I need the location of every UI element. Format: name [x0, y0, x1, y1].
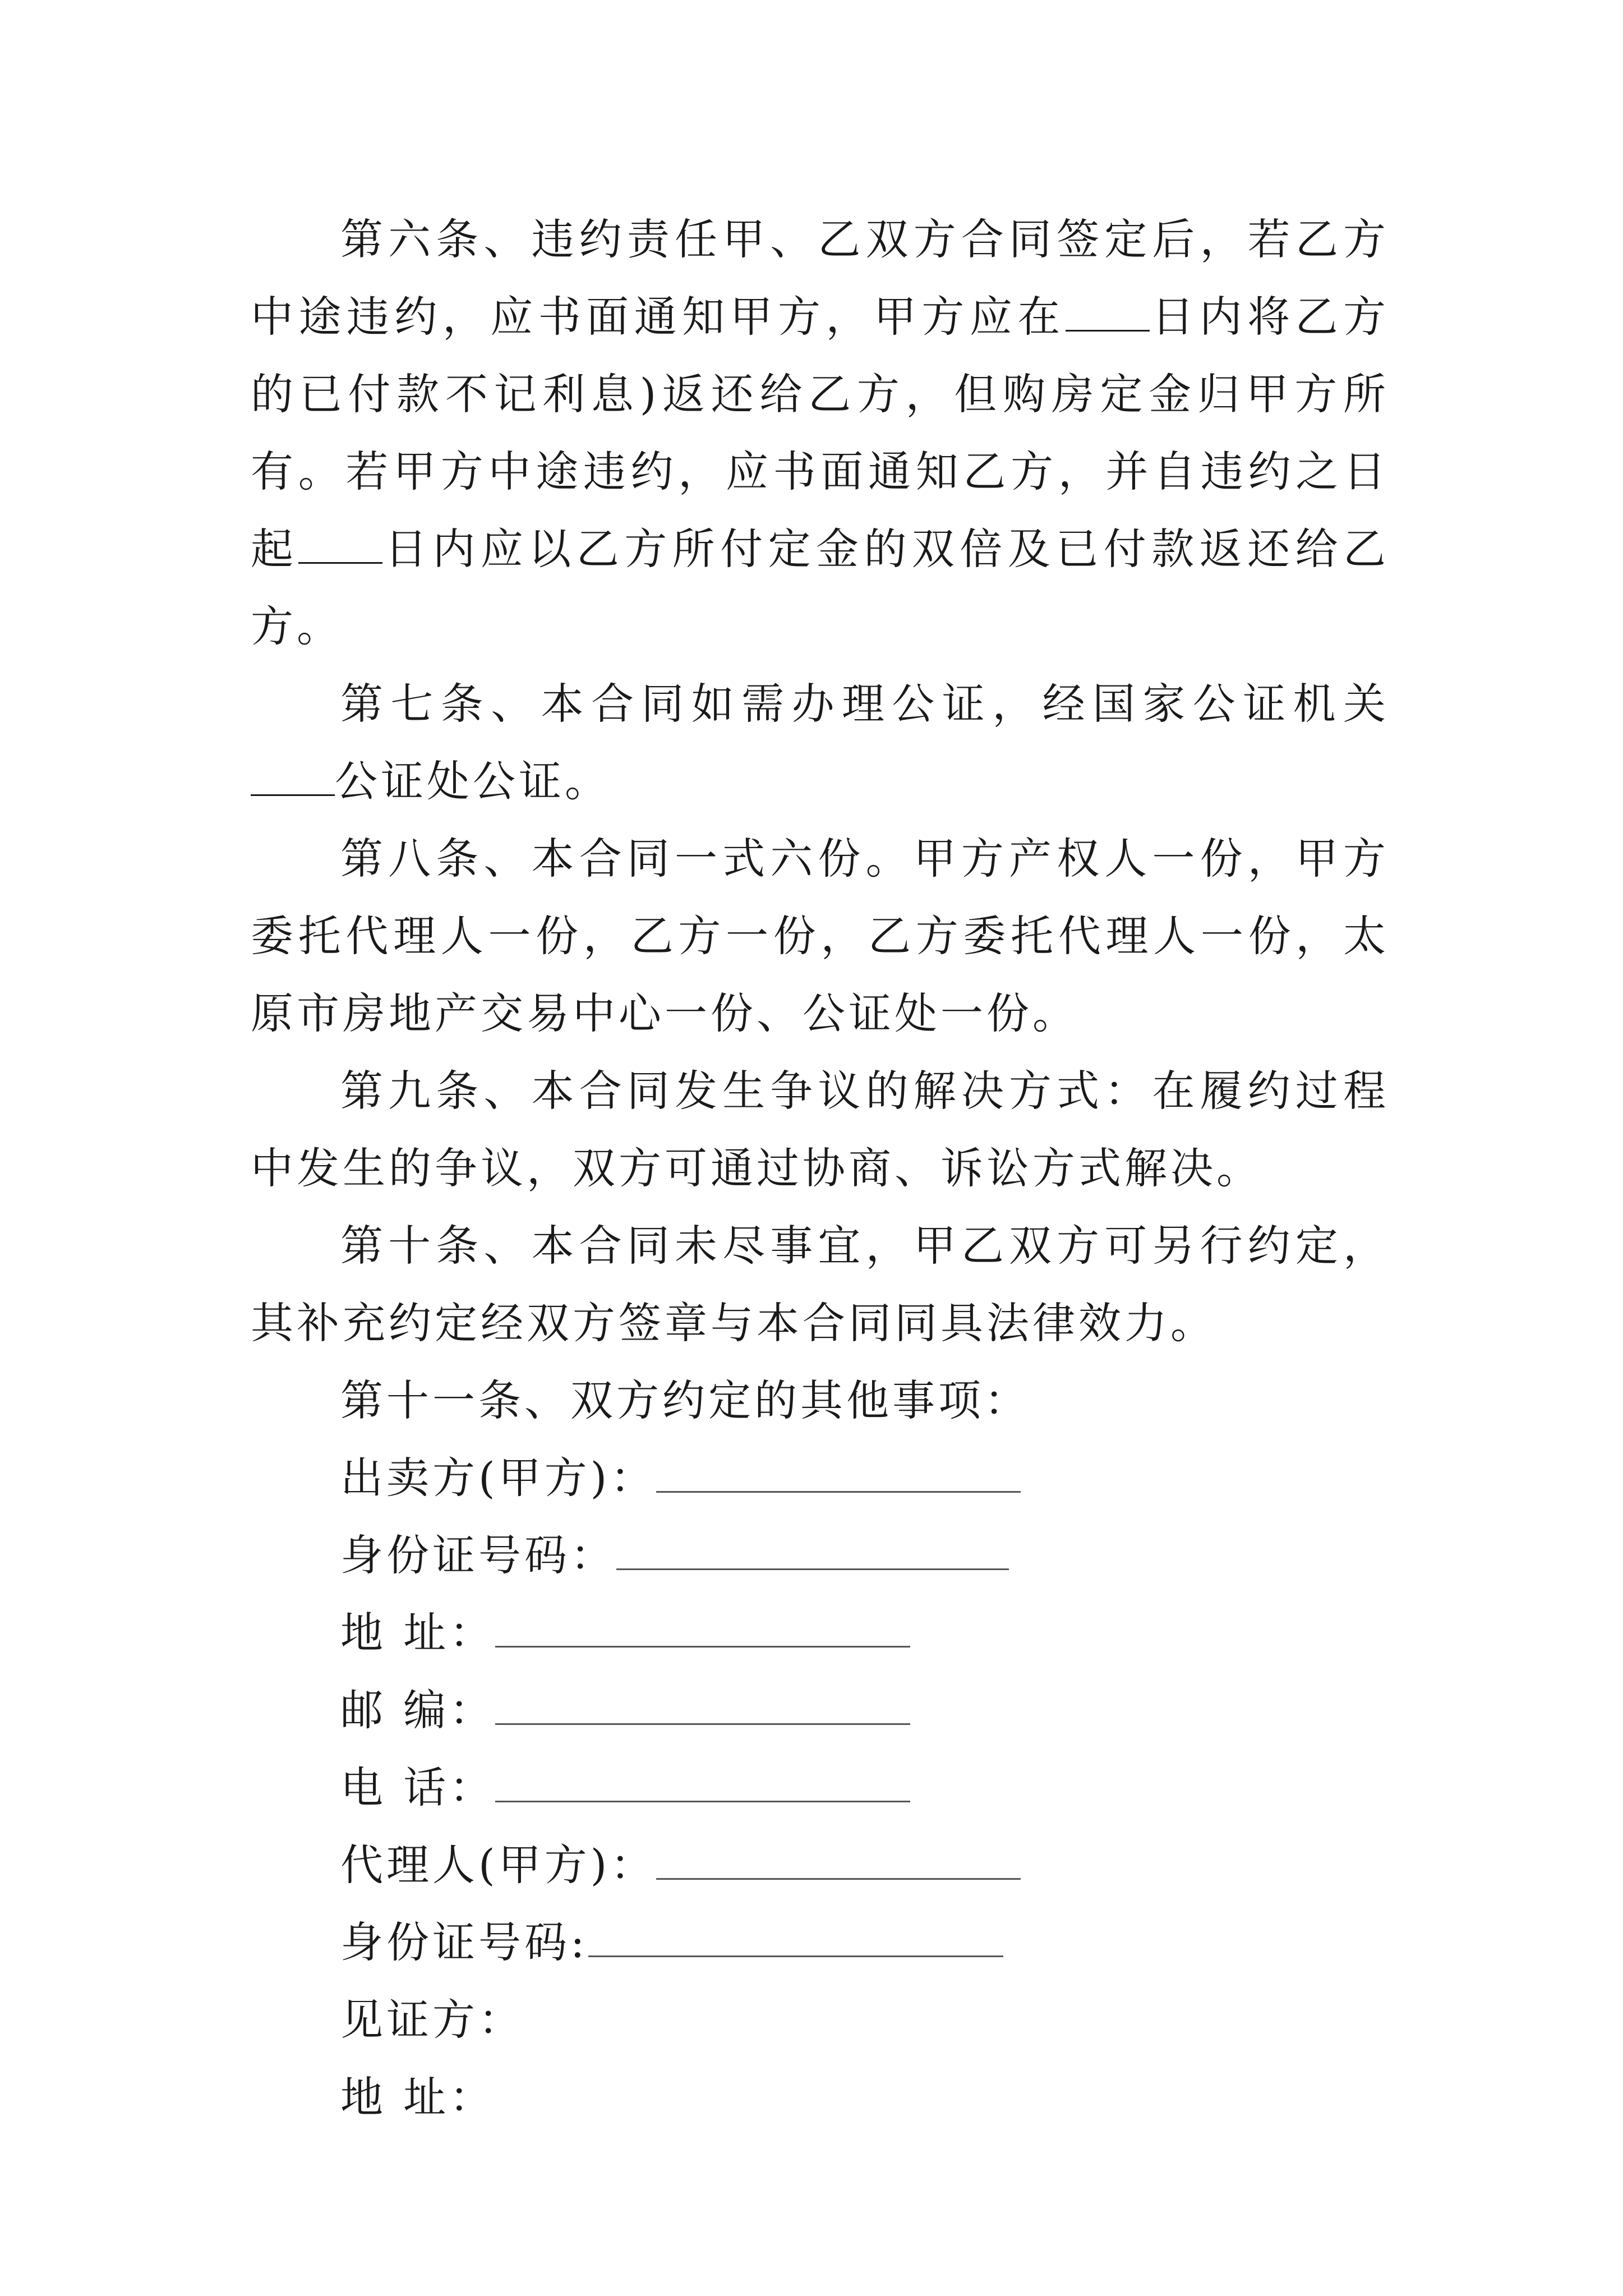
- agent-label: 代理人(甲方)：: [340, 1840, 657, 1890]
- postcode-field: [251, 1672, 1389, 1749]
- agent-id-field: [251, 1904, 1389, 1981]
- clause-7-text-a: 第七条、本合同如需办理公证，经国家公证机关: [340, 679, 1389, 729]
- phone-label: 电 话：: [340, 1763, 496, 1812]
- days-blank-1[interactable]: [1066, 296, 1150, 332]
- days-blank-2[interactable]: [298, 528, 382, 564]
- seller-id-field: [251, 1517, 1389, 1594]
- clause-6-text-b: 日内将乙方的已付款不记利息)返还给乙方，但购房定金归甲方所有。若甲方中途违约，应书面通知乙方，并自违约之日起: [251, 292, 1390, 574]
- witness-address-field: 地 址：: [340, 2072, 496, 2122]
- clause-7-text-b: 公证处公证。: [335, 756, 611, 806]
- seller-label: 出卖方(甲方)：: [340, 1453, 657, 1503]
- phone-input-line[interactable]: [495, 1765, 910, 1802]
- agent-id-label: 身份证号码:: [340, 1917, 588, 1967]
- clause-10: 第十条、本合同未尽事宜，甲乙双方可另行约定，其补充约定经双方签章与本合同同具法律效力。: [251, 1221, 1389, 1348]
- address-input-line[interactable]: [495, 1610, 910, 1648]
- clause-8: 第八条、本合同一式六份。甲方产权人一份，甲方委托代理人一份，乙方一份，乙方委托代理人一份，太原市房地产交易中心一份、公证处一份。: [251, 834, 1389, 1038]
- seller-field: [251, 1439, 1389, 1517]
- phone-field: [251, 1749, 1389, 1826]
- contract-page: [251, 201, 1389, 2136]
- postcode-label: 邮 编：: [340, 1685, 496, 1735]
- clause-7: [251, 665, 1389, 820]
- postcode-input-line[interactable]: [495, 1687, 910, 1725]
- clause-9: 第九条、本合同发生争议的解决方式：在履约过程中发生的争议，双方可通过协商、诉讼方式解决。: [251, 1066, 1389, 1193]
- address-label: 地 址：: [340, 1608, 496, 1658]
- agent-id-input-line[interactable]: [588, 1920, 1003, 1957]
- clause-11: 第十一条、双方约定的其他事项：: [340, 1375, 1030, 1425]
- notary-blank[interactable]: [251, 761, 335, 796]
- seller-id-label: 身份证号码：: [340, 1530, 616, 1580]
- witness-field: 见证方：: [340, 1995, 524, 2045]
- agent-input-line[interactable]: [656, 1842, 1021, 1880]
- seller-id-input-line[interactable]: [616, 1533, 1009, 1570]
- agent-field: [251, 1826, 1389, 1904]
- address-field: [251, 1594, 1389, 1672]
- clause-6-text-c: 日内应以乙方所付定金的双倍及已付款返还给乙方。: [251, 524, 1390, 651]
- clause-6-text-a: 第六条、违约责任甲、乙双方合同签定后，若乙方中途违约，应书面通知甲方，甲方应在: [251, 214, 1389, 342]
- seller-input-line[interactable]: [656, 1455, 1021, 1493]
- clause-6: [251, 201, 1389, 665]
